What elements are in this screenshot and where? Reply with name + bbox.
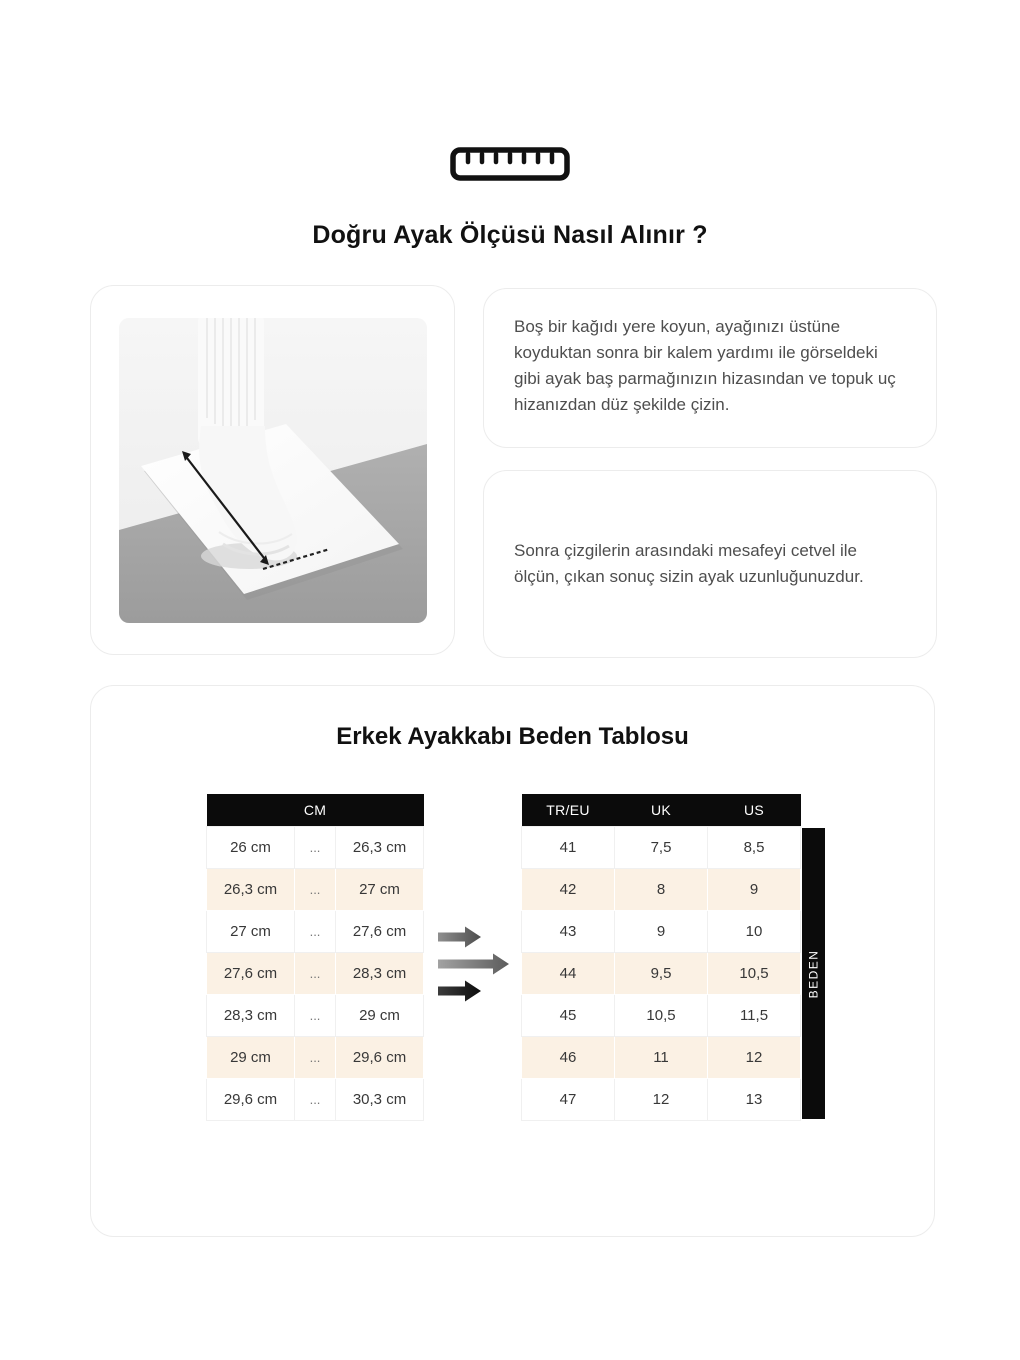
table-row: 27 cm ... 27,6 cm [207,910,424,952]
col-header-us: US [708,794,801,826]
table-row: 42 8 9 [522,868,801,910]
col-header-uk: UK [615,794,708,826]
size-conversion-table [521,794,801,1121]
ruler-icon [0,147,1020,181]
conversion-arrows-icon [438,924,518,1009]
range-separator: ... [295,952,336,994]
table-row: 29,6 cm ... 30,3 cm [207,1078,424,1120]
table-row: 27,6 cm ... 28,3 cm [207,952,424,994]
range-separator: ... [295,1036,336,1078]
instruction-step1-text: Boş bir kağıdı yere koyun, ayağınızı üstüne koyduktan sonra bir kalem yardımı ile görseldeki gibi ayak baş parmağınızın hizasından ve topuk uç hizanızdan düz şekilde çizin. [514,317,896,414]
table-row: 47 12 13 [522,1078,801,1120]
table-row: 26,3 cm ... 27 cm [207,868,424,910]
col-header-tr-eu: TR/EU [522,794,615,826]
instruction-step2-text: Sonra çizgilerin arasındaki mesafeyi cetvel ile ölçün, çıkan sonuç sizin ayak uzunluğunuzdur. [514,541,864,586]
size-table-card [90,685,935,1237]
table-row: 28,3 cm ... 29 cm [207,994,424,1036]
table-row: 46 11 12 [522,1036,801,1078]
instruction-card-1 [483,288,937,448]
beden-side-bar [802,828,825,1119]
cm-table [206,794,424,1121]
range-separator: ... [295,826,336,868]
table-row: 41 7,5 8,5 [522,826,801,868]
measurement-photo-card [90,285,455,655]
table-row: 43 9 10 [522,910,801,952]
range-separator: ... [295,1078,336,1120]
range-separator: ... [295,994,336,1036]
page-title: Doğru Ayak Ölçüsü Nasıl Alınır ? [312,221,708,249]
range-separator: ... [295,910,336,952]
instruction-card-2 [483,470,937,658]
range-separator: ... [295,868,336,910]
table-row: 29 cm ... 29,6 cm [207,1036,424,1078]
table-row: 26 cm ... 26,3 cm [207,826,424,868]
table-row: 44 9,5 10,5 [522,952,801,994]
beden-label: BEDEN [806,949,821,998]
cm-table-header: CM [207,794,424,826]
size-table-title: Erkek Ayakkabı Beden Tablosu [336,723,689,750]
table-row: 45 10,5 11,5 [522,994,801,1036]
foot-measurement-photo [119,318,427,623]
